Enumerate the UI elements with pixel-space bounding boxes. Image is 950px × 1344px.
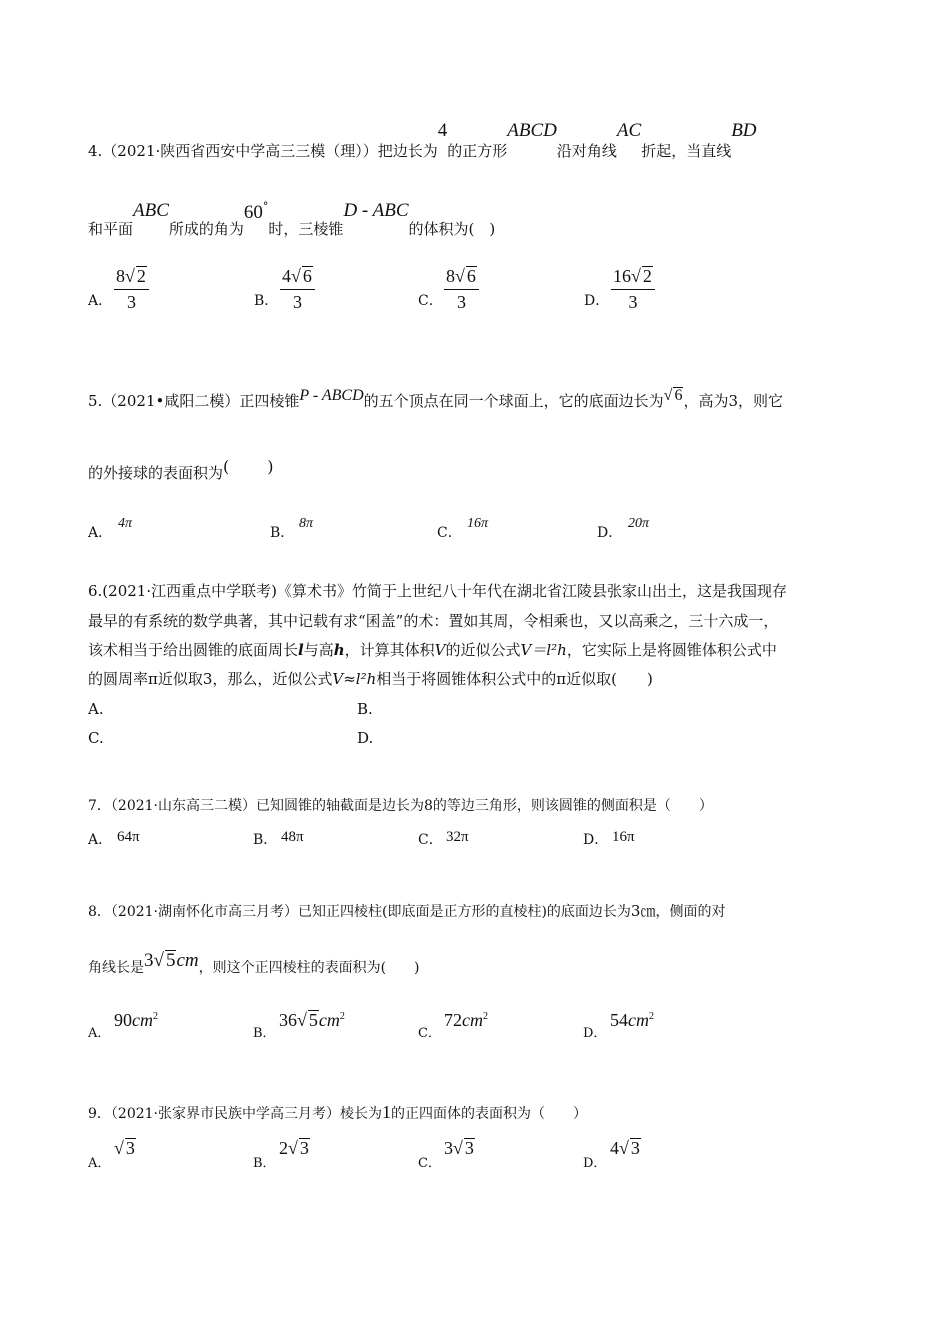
q6-option-b: B. [357,700,373,718]
q8-option-a-value: $90cm^2$ [114,1010,158,1030]
q9-option-b-letter: B． [253,1156,276,1171]
q6-line2: 最早的有系统的数学典著，其中记载有求“囷盖”的术：置如其周，令相乘也，又以高乘之，三十六成一， [88,612,779,630]
q8-option-d-value: $54cm^2$ [610,1010,654,1030]
q9-option-d-letter: D． [583,1156,607,1171]
q5-option-b-letter: B． [270,525,295,541]
q4-option-c-letter: C． [418,293,443,309]
q5-line2: 的外接球的表面积为( ) [88,457,274,482]
q9-option-c-value: 3√ 3 [444,1138,474,1158]
q7-option-a-letter: A． [88,832,113,848]
q7-option-a-value: 64π [117,829,140,845]
q4-line1: 4.（2021·陕西省西安中学高三三模（理））把边长为4的正方形ABCD沿对角线AC折起，当直线BD [88,120,757,160]
q8-line1: 8．（2021·湖南怀化市高三月考）已知正四棱柱(即底面是正方形的直棱柱)的底面边长为3㎝，侧面的对 [88,902,726,920]
q7-option-d-value: 16π [612,829,635,845]
q5-line1: 5.（2021•咸阳二模）正四棱锥P - ABCD的五个顶点在同一个球面上，它的底面边长为√ 6，高为3，则它 [88,387,783,410]
q7-option-c-letter: C． [418,832,443,848]
q6-line4: 的圆周率π近似取3，那么，近似公式V≈l²h相当于将圆锥体积公式中的π近似取( ) [88,670,653,688]
q7-option-c-value: 32π [446,829,469,845]
q6-line3: 该术相当于给出圆锥的底面周长l与高h，计算其体积V的近似公式V＝l²h，它实际上是将圆锥体积公式中 [88,641,777,659]
q6-option-a: A. [88,700,104,718]
q8-option-b-value: 36√ $5cm^2$ [279,1010,345,1030]
q7-line1: 7．（2021·山东高三二模）已知圆锥的轴截面是边长为8的等边三角形，则该圆锥的侧面积是（ ） [88,798,713,814]
q4-option-b-fraction: $\frac{4√ 6}{3}$ [280,266,315,313]
q5-option-a-letter: A． [88,525,113,541]
q9-option-c-letter: C． [418,1156,441,1171]
q4-option-a-letter: A． [88,293,113,309]
q9-option-a-value: √ 3 [114,1138,135,1158]
q5-option-c-letter: C． [437,525,462,541]
q7-option-d-letter: D． [583,832,609,848]
q4-option-b-letter: B． [254,293,279,309]
q6-option-d: D. [357,729,374,747]
q5-option-b-value: 8π [299,516,314,531]
q8-option-c-letter: C． [418,1026,441,1041]
q9-option-b-value: 2√ 3 [279,1138,309,1158]
q6-option-c: C. [88,729,104,747]
q8-line2: 角线长是3√ 5cm，则这个正四棱柱的表面积为( ) [88,950,420,976]
q9-line1: 9．（2021·张家界市民族中学高三月考）棱长为1的正四面体的表面积为（ ） [88,1102,587,1122]
q8-option-d-letter: D． [583,1026,607,1041]
q7-option-b-value: 48π [281,829,304,845]
q7-option-b-letter: B． [253,832,278,848]
q5-option-a-value: 4π [118,516,133,531]
q4-option-c-fraction: $\frac{8√ 6}{3}$ [444,266,479,313]
q5-option-d-value: 20π [628,516,650,531]
q5-option-d-letter: D． [597,525,623,541]
q9-option-a-letter: A． [88,1156,111,1171]
q8-option-c-value: $72cm^2$ [444,1010,488,1030]
q4-line2: 和平面ABC所成的角为60°时，三棱锥D - ABC的体积为( ) [88,200,496,238]
q6-line1: 6.(2021·江西重点中学联考)《算术书》竹简于上世纪八十年代在湖北省江陵县张家山出土，这是我国现存 [88,582,787,600]
q8-option-a-letter: A． [88,1026,111,1041]
q5-option-c-value: 16π [467,516,489,531]
q4-option-a-fraction: $\frac{8√ 2}{3}$ [114,266,149,313]
q4-option-d-fraction: $\frac{16√ 2}{3}$ [611,266,655,313]
q8-option-b-letter: B． [253,1026,276,1041]
q9-option-d-value: 4√ 3 [610,1138,640,1158]
q4-option-d-letter: D． [584,293,610,309]
